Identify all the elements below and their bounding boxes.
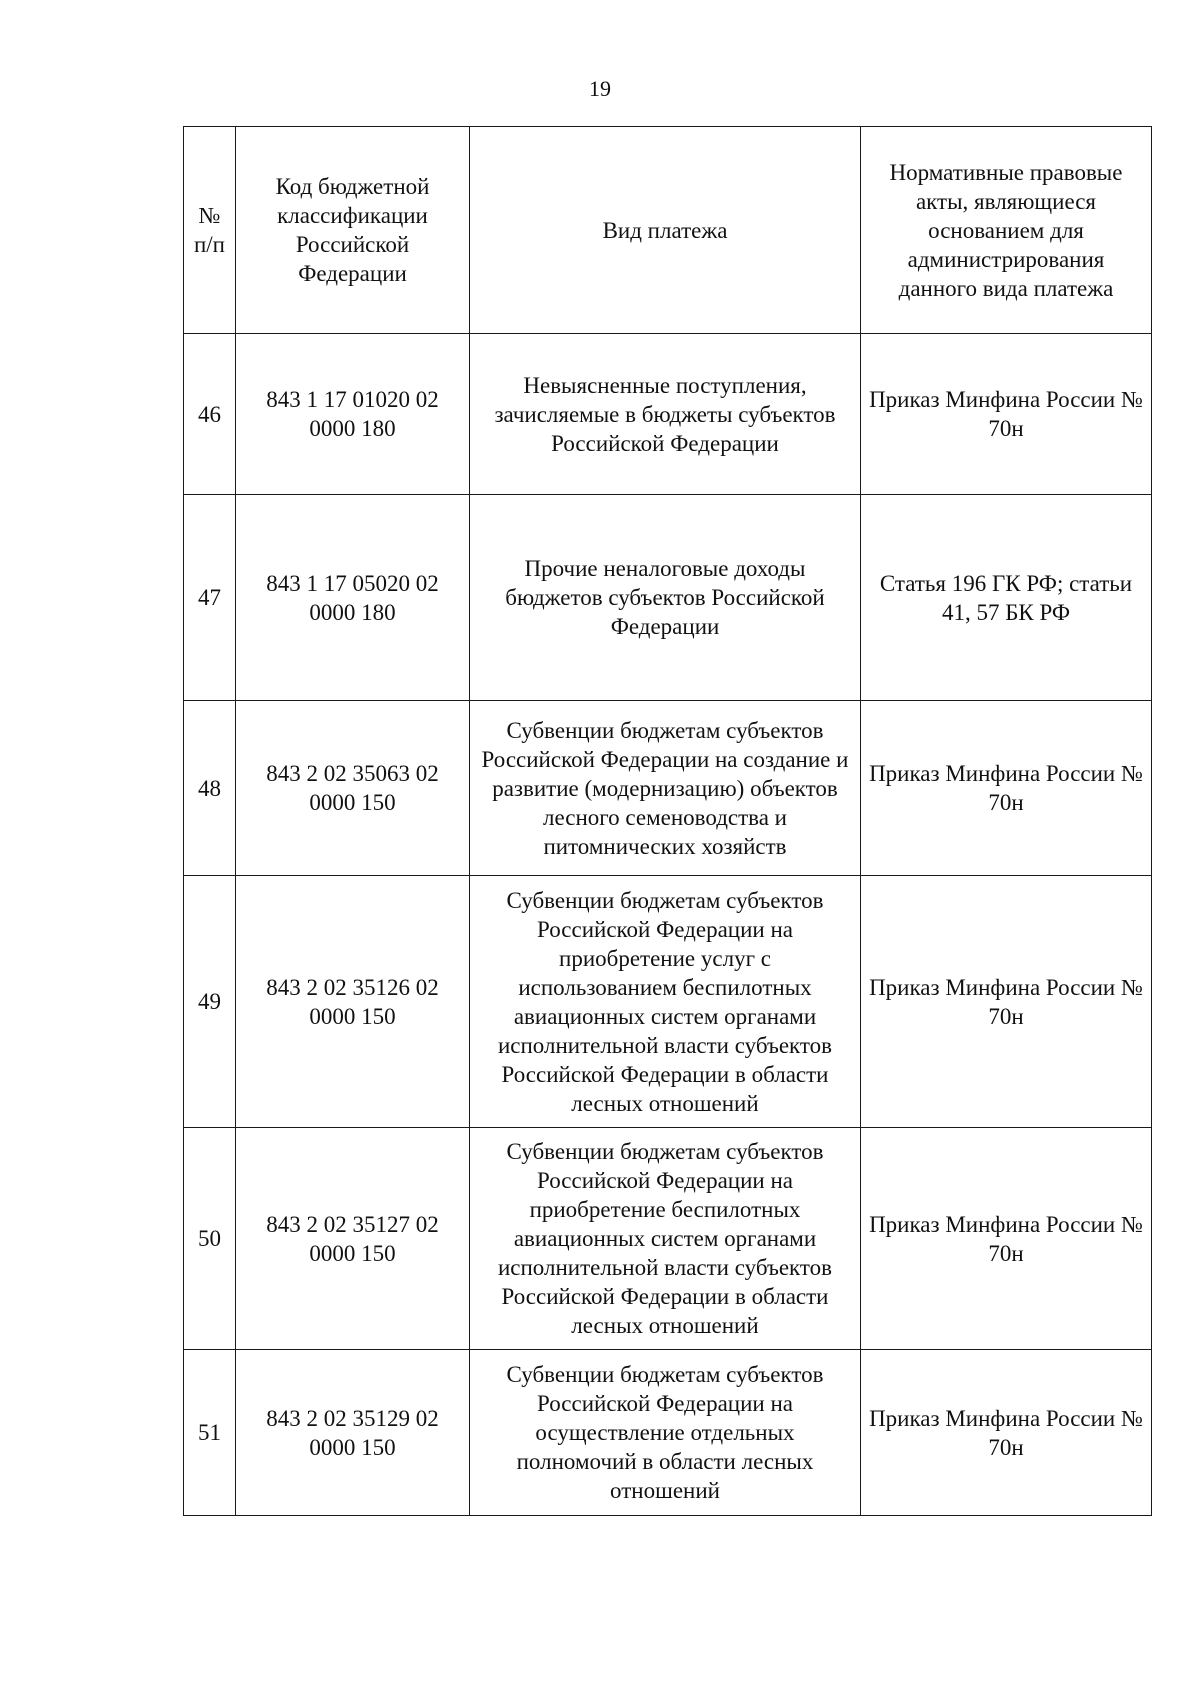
- row-payment-type: Невыясненные поступления, зачисляемые в бюджеты субъектов Российской Федерации: [470, 334, 861, 495]
- row-payment-type: Прочие неналоговые доходы бюджетов субъектов Российской Федерации: [470, 495, 861, 701]
- row-code: 843 2 02 35126 02 0000 150: [236, 876, 470, 1128]
- table-header-row: [184, 127, 1152, 334]
- page-number: 19: [589, 76, 611, 101]
- header-payment-type: Вид платежа: [470, 127, 861, 334]
- table-row: [184, 701, 1152, 876]
- row-code: 843 2 02 35127 02 0000 150: [236, 1128, 470, 1350]
- row-legal-acts: Приказ Минфина России № 70н: [861, 701, 1152, 876]
- table-row: [184, 876, 1152, 1128]
- row-num: 51: [184, 1350, 236, 1516]
- row-legal-acts: Приказ Минфина России № 70н: [861, 876, 1152, 1128]
- budget-classification-table: [183, 126, 1152, 1516]
- row-legal-acts: Приказ Минфина России № 70н: [861, 1350, 1152, 1516]
- row-num: 46: [184, 334, 236, 495]
- row-payment-type: Субвенции бюджетам субъектов Российской Федерации на осуществление отдельных полномочий в области лесных отношений: [470, 1350, 861, 1516]
- row-code: 843 1 17 01020 02 0000 180: [236, 334, 470, 495]
- row-legal-acts: Приказ Минфина России № 70н: [861, 334, 1152, 495]
- row-num: 49: [184, 876, 236, 1128]
- header-legal-acts: Нормативные правовые акты, являющиеся основанием для администрирования данного вида платежа: [861, 127, 1152, 334]
- row-num: 48: [184, 701, 236, 876]
- row-payment-type: Субвенции бюджетам субъектов Российской Федерации на приобретение беспилотных авиационных систем органами исполнительной власти субъектов Российской Федерации в области лесных отношений: [470, 1128, 861, 1350]
- row-legal-acts: Статья 196 ГК РФ; статьи 41, 57 БК РФ: [861, 495, 1152, 701]
- row-payment-type: Субвенции бюджетам субъектов Российской Федерации на приобретение услуг с использованием беспилотных авиационных систем органами исполнительной власти субъектов Российской Федерации в области лесных отношений: [470, 876, 861, 1128]
- row-payment-type: Субвенции бюджетам субъектов Российской Федерации на создание и развитие (модернизацию) объектов лесного семеноводства и питомнических хозяйств: [470, 701, 861, 876]
- row-num: 50: [184, 1128, 236, 1350]
- row-num: 47: [184, 495, 236, 701]
- table-row: [184, 495, 1152, 701]
- header-num: № п/п: [184, 127, 236, 334]
- table-row: [184, 1350, 1152, 1516]
- table-row: [184, 334, 1152, 495]
- table-row: [184, 1128, 1152, 1350]
- row-code: 843 2 02 35063 02 0000 150: [236, 701, 470, 876]
- row-legal-acts: Приказ Минфина России № 70н: [861, 1128, 1152, 1350]
- row-code: 843 1 17 05020 02 0000 180: [236, 495, 470, 701]
- header-code: Код бюджетной классификации Российской Федерации: [236, 127, 470, 334]
- row-code: 843 2 02 35129 02 0000 150: [236, 1350, 470, 1516]
